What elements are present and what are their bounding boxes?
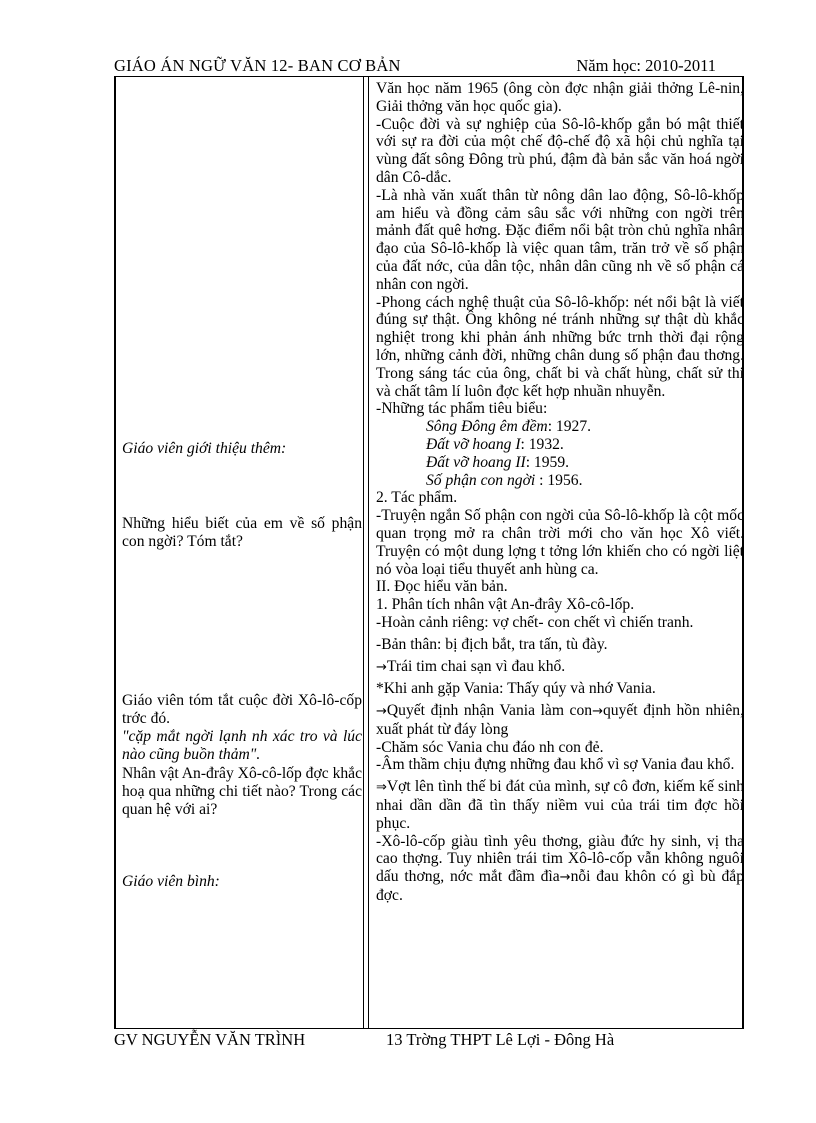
works-label: -Những tác phẩm tiêu biểu:: [376, 400, 548, 418]
teacher-comment-label: Giáo viên bình:: [122, 873, 220, 890]
paragraph-heart: →Trái tim chai sạn vì đau khổ.: [376, 657, 566, 675]
document-title: GIÁO ÁN NGỮ VĂN 12- BAN CƠ BẢN: [114, 56, 401, 75]
right-arrow-icon: →: [559, 870, 571, 886]
question-character: Nhân vật An-đrây Xô-cô-lốp đợc khắc hoạ qua những chi tiết nào? Trong các quan hệ với ai?: [122, 765, 362, 818]
paragraph-conclusion: -Xô-lô-cốp giàu tình yêu thơng, giàu đức hy sinh, vị tha cao thợng. Tuy nhiên trái tim Xô-lô-cốp vẫn không nguôi dấu thơng, nớc mắt đầm đìa→nỗi đau khôn có gì bù đắp đợc.: [376, 832, 744, 905]
paragraph-awards: Văn học năm 1965 (ông còn đợc nhận giải thởng Lê-nin, Giải thởng văn học quốc gia).: [376, 80, 744, 115]
column-divider-double: [368, 77, 369, 1028]
section-reading: II. Đọc hiểu văn bản.: [376, 578, 508, 596]
work-item: Sông Đông êm đềm: 1927.: [426, 418, 592, 436]
paragraph-circumstance: -Hoàn cảnh riêng: vợ chết- con chết vì chiến tranh.: [376, 613, 694, 631]
paragraph-overcome: ⇒Vợt lên tình thế bi đát của mình, sự cô đơn, kiếm kế sinh nhai dần dần đã tìn thấy niềm vui của trái tim đợc hồi phục.: [376, 778, 744, 832]
teacher-name: GV NGUYỄN VĂN TRÌNH: [114, 1030, 306, 1049]
school-year: Năm học: 2010-2011: [576, 56, 716, 75]
character-quote: "cặp mắt ngời lạnh nh xác tro và lúc nào cũng buồn thảm".: [122, 728, 362, 763]
paragraph-endure: -Âm thầm chịu đựng những đau khổ vì sợ Vania đau khổ.: [376, 756, 735, 774]
content-column: [376, 80, 744, 905]
teacher-summary-label: Giáo viên tóm tắt cuộc đời Xô-lô-cốp trớc đó.: [122, 692, 362, 727]
page-number-school: [386, 1030, 614, 1050]
column-divider: [363, 77, 364, 1028]
paragraph-care: -Chăm sóc Vania chu đáo nh con đẻ.: [376, 738, 604, 756]
double-arrow-icon: ⇒: [376, 780, 387, 796]
paragraph-work: -Truyện ngắn Số phận con ngời của Sô-lô-khốp là cột mốc quan trọng mở ra chân trời mới cho văn học Xô viết. Truyện có một dung lợng t tởng lớn khiến cho có ngời liệt nó vòa loại tiểu thuyết anh hùng ca.: [376, 507, 744, 578]
section-analysis: 1. Phân tích nhân vật An-đrây Xô-cô-lốp.: [376, 596, 635, 614]
question-destiny: Những hiểu biết của em về số phận con ngời? Tóm tắt?: [122, 515, 362, 550]
right-arrow-icon: →: [376, 659, 387, 675]
work-item: Số phận con ngời : 1956.: [426, 471, 583, 489]
paragraph-decision: →Quyết định nhận Vania làm con→quyết định hồn nhiên, xuất phát từ đáy lòng: [376, 702, 744, 738]
right-arrow-icon: →: [376, 704, 387, 720]
school-name: Trờng THPT Lê Lợi - Đông Hà: [406, 1030, 615, 1049]
page-number: 13: [386, 1030, 407, 1049]
paragraph-background: -Là nhà văn xuất thân từ nông dân lao động, Sô-lô-khốp am hiểu và đồng cảm sâu sắc với những con ngời trên mảnh đất quê hơng. Đặc điểm nổi bật tròn chủ nghĩa nhân đạo của Sô-lô-khốp là việc quan tâm, trăn trở về số phận của đất nớc, của dân tộc, nhân dân cũng nh về số phận cá nhân con ngời.: [376, 186, 744, 293]
table-border-left: [114, 77, 116, 1028]
paragraph-life: -Cuộc đời và sự nghiệp của Sô-lô-khốp gắn bó mật thiết với sự ra đời của một chế độ-chế độ xã hội chủ nghĩa tại vùng đất sông Đông trù phú, đậm đà bản sắc văn hoá ngời dân Cô-dắc.: [376, 115, 744, 186]
page-header: [114, 52, 716, 78]
right-arrow-icon: →: [592, 704, 603, 720]
section-work: 2. Tác phẩm.: [376, 489, 458, 507]
paragraph-style: -Phong cách nghệ thuật của Sô-lô-khốp: nét nổi bật là viết đúng sự thật. Ông không né tránh những sự thật dù khắc nghiệt trong khi phản ánh những bức trnh thời đại rộng lớn, những cảnh đời, những chân dung số phận đau thơng. Trong sáng tác của ông, chất bi và chất hùng, chất sử thi và chất tâm lí luôn đợc kết hợp nhuần nhuyễn.: [376, 293, 744, 400]
work-item: Đất vỡ hoang I: 1932.: [426, 435, 564, 453]
paragraph-self: -Bản thân: bị địch bắt, tra tấn, tù đày.: [376, 635, 608, 653]
paragraph-vania: *Khi anh gặp Vania: Thấy qúy và nhớ Vania.: [376, 680, 656, 698]
work-item: Đất vỡ hoang II: 1959.: [426, 453, 570, 471]
teacher-intro-label: Giáo viên giới thiệu thêm:: [122, 440, 287, 457]
